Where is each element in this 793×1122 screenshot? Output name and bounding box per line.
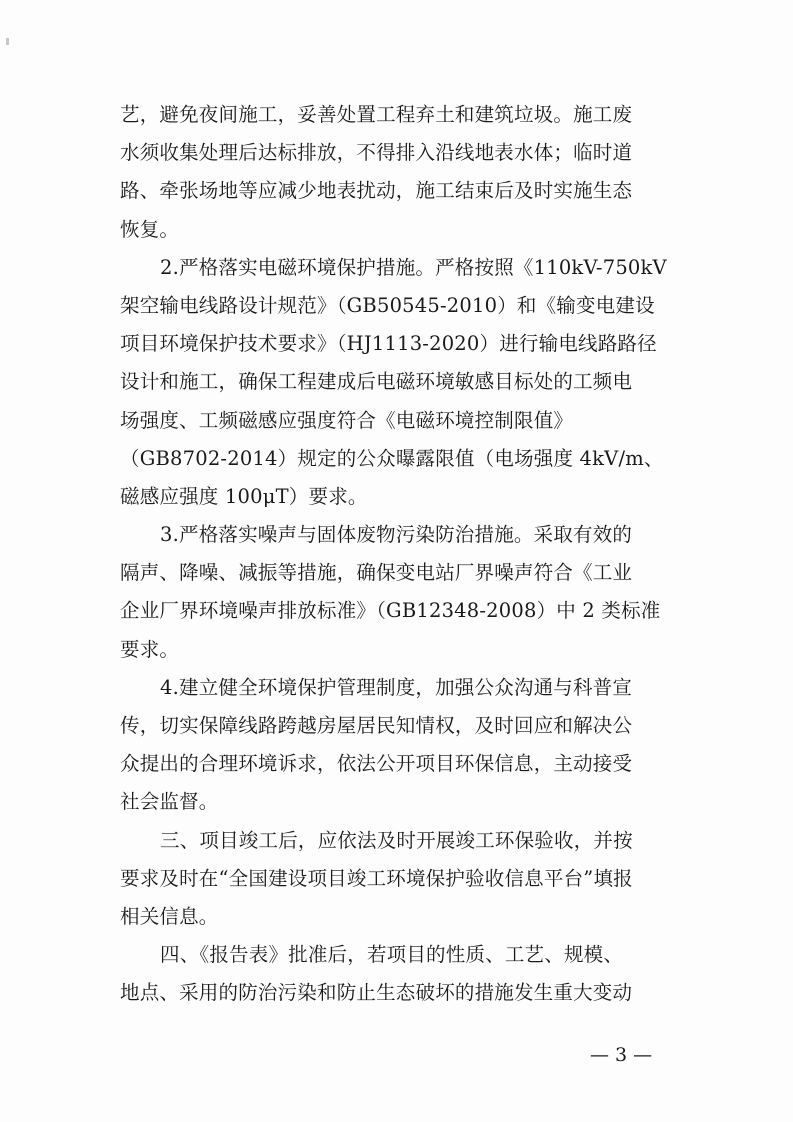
text-line: 传，切实保障线路跨越房屋居民知情权，及时回应和解决公	[120, 714, 633, 737]
text-line: 路、牵张场地等应减少地表扰动，施工结束后及时实施生态	[120, 179, 633, 203]
section-four-first-line: 四、《报告表》批准后，若项目的性质、工艺、规模、	[160, 943, 624, 967]
scan-mark	[6, 38, 9, 45]
text-line: 要求。	[120, 637, 180, 661]
text-line: 设计和施工，确保工程建成后电磁环境敏感目标处的工频电	[120, 370, 633, 394]
text-line: 要求及时在“全国建设项目竣工环境保护验收信息平台”填报	[120, 866, 633, 890]
text-line: 隔声、降噪、减振等措施，确保变电站厂界噪声符合《工业	[120, 561, 633, 585]
text-line: （GB8702-2014）规定的公众曝露限值（电场强度 4kV/m、	[120, 446, 664, 470]
document-body	[120, 96, 678, 1013]
paragraph-4-first-line: 4.建立健全环境保护管理制度，加强公众沟通与科普宣	[160, 675, 633, 699]
text-line: 架空输电线路设计规范》（GB50545-2010）和《输变电建设	[120, 293, 655, 317]
text-line: 地点、采用的防治污染和防止生态破坏的措施发生重大变动	[120, 981, 633, 1005]
page-number: — 3 —	[590, 1044, 653, 1066]
section-three-first-line: 三、项目竣工后，应依法及时开展竣工环保验收，并按	[160, 828, 633, 852]
text-line: 企业厂界环境噪声排放标准》（GB12348-2008）中 2 类标准	[120, 599, 661, 623]
text-line: 社会监督。	[120, 790, 219, 814]
text-line: 恢复。	[120, 217, 180, 241]
text-line: 项目环境保护技术要求》（HJ1113-2020）进行输电线路路径	[120, 332, 657, 356]
paragraph-2-first-line: 2.严格落实电磁环境保护措施。严格按照《110kV-750kV	[160, 255, 667, 279]
text-line: 相关信息。	[120, 904, 219, 928]
text-line: 场强度、工频磁感应强度符合《电磁环境控制限值》	[120, 408, 574, 432]
text-line: 磁感应强度 100μT）要求。	[120, 484, 368, 508]
paragraph-3-first-line: 3.严格落实噪声与固体废物污染防治措施。采取有效的	[160, 523, 633, 547]
text-line: 艺，避免夜间施工，妥善处置工程弃土和建筑垃圾。施工废	[120, 103, 633, 126]
text-line: 水须收集处理后达标排放，不得排入沿线地表水体；临时道	[120, 141, 633, 165]
text-line: 众提出的合理环境诉求，依法公开项目环保信息，主动接受	[120, 752, 633, 776]
